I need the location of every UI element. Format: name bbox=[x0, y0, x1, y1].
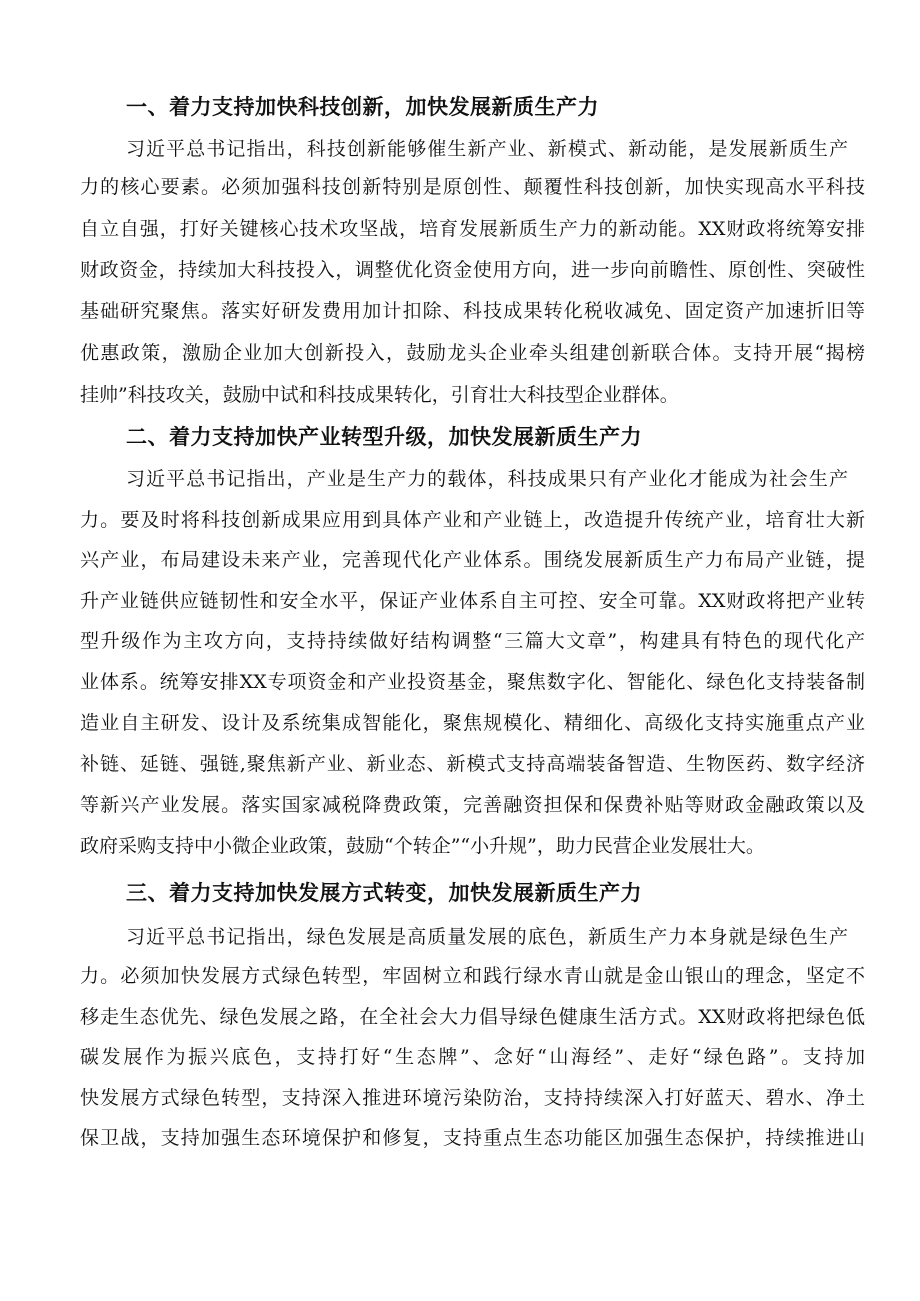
section-3-line-4: 碳发展作为振兴底色，支持打好“生态牌”、念好“山海经”、走好“绿色路”。支持加 bbox=[80, 1046, 865, 1068]
section-2-line-10: 政府采购支持中小微企业政策，鼓励“个转企”“小升规”，助力民营企业发展壮大。 bbox=[80, 835, 765, 857]
section-2-line-4: 升产业链供应链韧性和安全水平，保证产业体系自主可控、安全可靠。XX财政将把产业转 bbox=[80, 590, 865, 612]
section-1-heading: 一、着力支持加快科技创新，加快发展新质生产力 bbox=[126, 94, 599, 119]
section-3-line-5: 快发展方式绿色转型，支持深入推进环境污染防治，支持持续深入打好蓝天、碧水、净土 bbox=[80, 1087, 865, 1109]
section-2-line-3: 兴产业，布局建设未来产业，完善现代化产业体系。围绕发展新质生产力布局产业链，提 bbox=[80, 549, 865, 571]
section-2-heading: 二、着力支持加快产业转型升级，加快发展新质生产力 bbox=[126, 424, 642, 449]
section-2-line-9: 等新兴产业发展。落实国家减税降费政策，完善融资担保和保费补贴等财政金融政策以及 bbox=[80, 794, 865, 816]
section-3-line-2: 力。必须加快发展方式绿色转型，牢固树立和践行绿水青山就是金山银山的理念，坚定不 bbox=[80, 965, 865, 987]
section-2-line-5: 型升级作为主攻方向，支持持续做好结构调整“三篇大文章”，构建具有特色的现代化产 bbox=[80, 630, 865, 652]
section-2-line-2: 力。要及时将科技创新成果应用到具体产业和产业链上，改造提升传统产业，培育壮大新 bbox=[80, 509, 865, 531]
section-1-line-3: 自立自强，打好关键核心技术攻坚战，培育发展新质生产力的新动能。XX财政将统筹安排 bbox=[80, 218, 865, 240]
section-1-line-6: 优惠政策，激励企业加大创新投入，鼓励龙头企业牵头组建创新联合体。支持开展“揭榜 bbox=[80, 342, 865, 364]
section-3-line-3: 移走生态优先、绿色发展之路，在全社会大力倡导绿色健康生活方式。XX财政将把绿色低 bbox=[80, 1006, 865, 1028]
section-2-line-8: 补链、延链、强链,聚焦新产业、新业态、新模式支持高端装备智造、生物医药、数字经济 bbox=[80, 753, 865, 775]
section-1-line-7: 挂帅”科技攻关，鼓励中试和科技成果转化，引育壮大科技型企业群体。 bbox=[80, 384, 679, 406]
section-2-line-6: 业体系。统筹安排XX专项资金和产业投资基金，聚焦数字化、智能化、绿色化支持装备制 bbox=[80, 671, 865, 693]
section-3-heading: 三、着力支持加快发展方式转变，加快发展新质生产力 bbox=[126, 880, 642, 905]
section-2-line-7: 造业自主研发、设计及系统集成智能化，聚焦规模化、精细化、高级化支持实施重点产业 bbox=[80, 712, 865, 734]
section-1-line-1: 习近平总书记指出，科技创新能够催生新产业、新模式、新动能，是发展新质生产 bbox=[126, 138, 848, 160]
section-3-line-6: 保卫战，支持加强生态环境保护和修复，支持重点生态功能区加强生态保护，持续推进山 bbox=[80, 1127, 865, 1149]
section-3-line-1: 习近平总书记指出，绿色发展是高质量发展的底色，新质生产力本身就是绿色生产 bbox=[126, 926, 848, 948]
section-2-line-1: 习近平总书记指出，产业是生产力的载体，科技成果只有产业化才能成为社会生产 bbox=[126, 468, 848, 490]
section-1-line-4: 财政资金，持续加大科技投入，调整优化资金使用方向，进一步向前瞻性、原创性、突破性 bbox=[80, 259, 865, 281]
section-1-line-5: 基础研究聚焦。落实好研发费用加计扣除、科技成果转化税收减免、固定资产加速折旧等 bbox=[80, 300, 865, 322]
section-1-line-2: 力的核心要素。必须加强科技创新特别是原创性、颠覆性科技创新，加快实现高水平科技 bbox=[80, 176, 865, 198]
